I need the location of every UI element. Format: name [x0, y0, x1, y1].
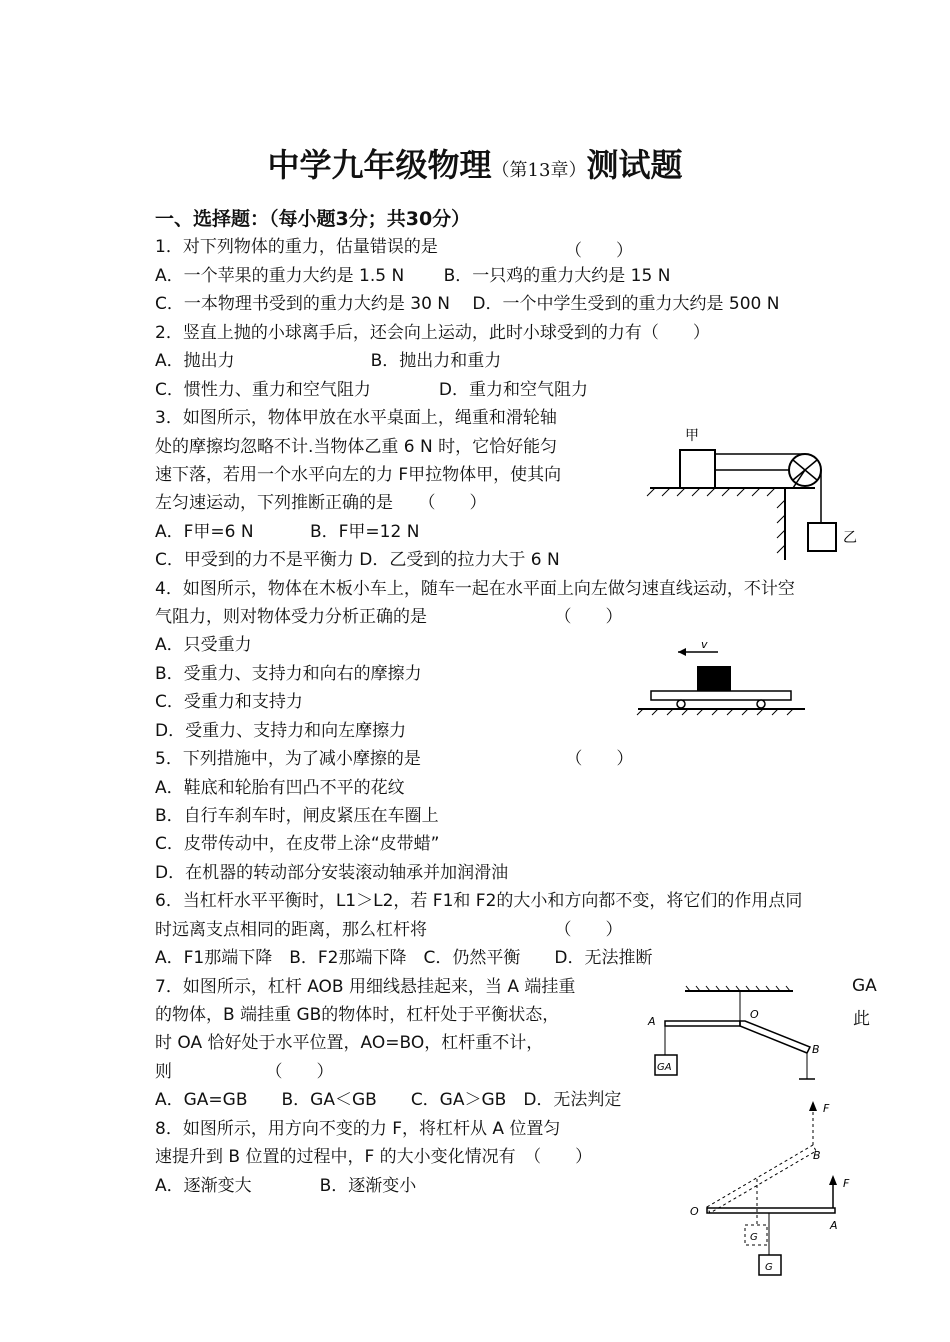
question-line: 5．下列措施中，为了减小摩擦的是 （ ）: [155, 749, 634, 769]
question-line: 时 OA 恰好处于水平位置，AO=BO，杠杆重不计，: [155, 1033, 544, 1053]
q7-ga-label: GA: [852, 976, 877, 996]
question-line: 处的摩擦均忽略不计.当物体乙重 6 N 时，它恰好能匀: [155, 437, 558, 457]
title-main-1: 中学九年级物理: [267, 146, 492, 184]
question-line: 左匀速运动，下列推断正确的是 （ ）: [155, 493, 487, 513]
q7-lever-figure: [645, 983, 820, 1083]
fig8-label-g1: G: [750, 1232, 758, 1243]
question-line: 4．如图所示，物体在木板小车上，随车一起在水平面上向左做匀速直线运动，不计空: [155, 579, 795, 599]
question-line: C．皮带传动中，在皮带上涂“皮带蜡”: [155, 834, 440, 854]
page-title: [0, 140, 950, 186]
question-line: 则 （ ）: [155, 1062, 334, 1082]
question-line: D．在机器的转动部分安装滚动轴承并加润滑油: [155, 863, 509, 883]
question-line: A．GA=GB B．GA＜GB C．GA＞GB D．无法判定: [155, 1090, 622, 1110]
question-line: C．甲受到的力不是平衡力 D．乙受到的拉力大于 6 N: [155, 550, 560, 570]
question-line: A．抛出力 B．抛出力和重力: [155, 351, 502, 371]
q3-pulley-figure: [645, 420, 885, 570]
question-line: 速提升到 B 位置的过程中，F 的大小变化情况有 （ ）: [155, 1147, 593, 1167]
fig3-label-jia: 甲: [685, 428, 699, 444]
q8-lever-figure: [685, 1095, 865, 1285]
question-line: 气阻力，则对物体受力分析正确的是 （ ）: [155, 607, 623, 627]
question-line: 时远离支点相同的距离，那么杠杆将 （ ）: [155, 920, 623, 940]
q7-continued-text: 此: [853, 1009, 870, 1029]
question-line: A．鞋底和轮胎有凹凸不平的花纹: [155, 778, 405, 798]
question-line: A．F1那端下降 B．F2那端下降 C．仍然平衡 D．无法推断: [155, 948, 653, 968]
question-line: D．受重力、支持力和向左摩擦力: [155, 721, 407, 741]
question-line: 2．竖直上抛的小球离手后，还会向上运动，此时小球受到的力有（ ）: [155, 323, 710, 343]
fig7-label-a: A: [648, 1015, 656, 1028]
fig7-label-ga: GA: [657, 1062, 672, 1073]
fig8-label-o: O: [690, 1205, 699, 1218]
question-line: 8．如图所示，用方向不变的力 F，将杠杆从 A 位置匀: [155, 1119, 561, 1139]
fig3-label-yi: 乙: [843, 530, 857, 546]
question-line: C．受重力和支持力: [155, 692, 303, 712]
section-heading: 一、选择题：（每小题3分；共30分）: [155, 208, 471, 230]
question-line: C．惯性力、重力和空气阻力 D．重力和空气阻力: [155, 380, 588, 400]
fig4-label-v: v: [701, 638, 708, 651]
question-line: A．只受重力: [155, 635, 252, 655]
question-line: 7．如图所示，杠杆 AOB 用细线悬挂起来，当 A 端挂重: [155, 977, 576, 997]
question-line: B．自行车刹车时，闸皮紧压在车圈上: [155, 806, 439, 826]
question-line: A．F甲=6 N B．F甲=12 N: [155, 522, 420, 542]
fig8-label-f2: F: [843, 1177, 850, 1190]
fig7-label-b: B: [812, 1043, 820, 1056]
fig8-label-f1: F: [823, 1102, 830, 1115]
fig8-label-b: B: [813, 1149, 821, 1162]
title-chapter: （第13章）: [491, 160, 587, 181]
title-main-2: 测试题: [586, 146, 683, 184]
fig8-label-g2: G: [765, 1262, 773, 1273]
question-line: 的物体，B 端挂重 GB的物体时，杠杆处于平衡状态，: [155, 1005, 560, 1025]
fig7-label-o: O: [750, 1008, 759, 1021]
question-line: B．受重力、支持力和向右的摩擦力: [155, 664, 422, 684]
q4-cart-figure: [633, 638, 813, 718]
question-line: 速下落，若用一个水平向左的力 F甲拉物体甲，使其向: [155, 465, 562, 485]
question-line: 6．当杠杆水平平衡时，L1＞L2，若 F1和 F2的大小和方向都不变，将它们的作用点同: [155, 891, 803, 911]
q1-answer-paren: （ ）: [565, 241, 633, 261]
question-line: 1．对下列物体的重力，估量错误的是: [155, 237, 438, 257]
question-line: 3．如图所示，物体甲放在水平桌面上，绳重和滑轮轴: [155, 408, 557, 428]
question-line: A．一个苹果的重力大约是 1.5 N B．一只鸡的重力大约是 15 N: [155, 266, 671, 286]
question-line: C．一本物理书受到的重力大约是 30 N D．一个中学生受到的重力大约是 500 N: [155, 294, 780, 314]
question-line: A．逐渐变大 B．逐渐变小: [155, 1176, 417, 1196]
fig8-label-a: A: [830, 1219, 838, 1232]
